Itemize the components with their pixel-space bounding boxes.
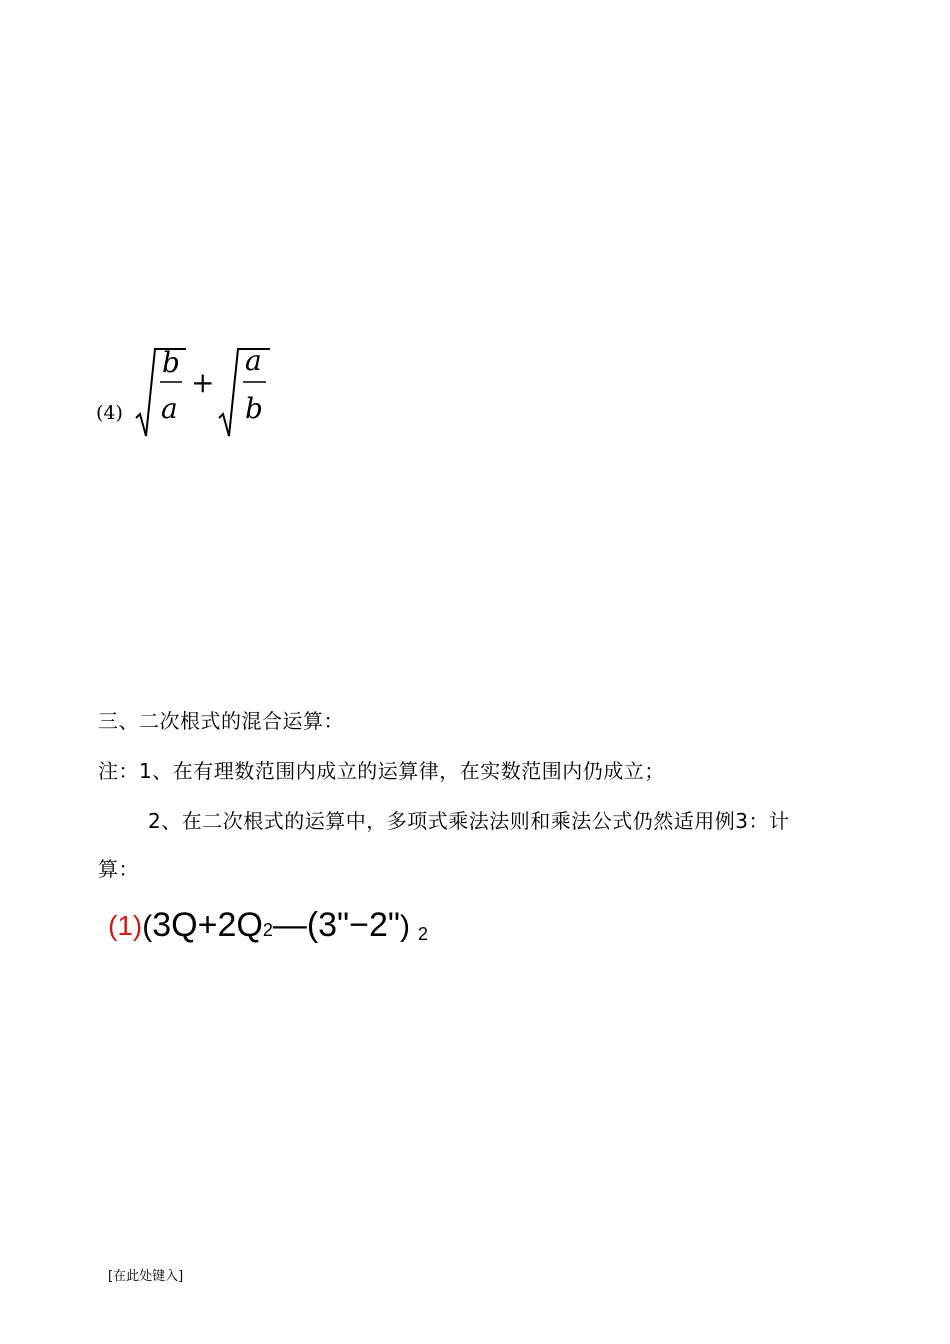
expression-exponent: 2 [417,924,428,944]
fraction-denominator: a [161,392,178,425]
radical-sum [96,340,296,440]
open-paren: ( [142,910,153,943]
note-item-2: 2、在二次根式的运算中，多项式乘法法则和乘法公式仍然适用例3：计 [148,809,790,833]
fraction-denominator: b [245,392,263,425]
fraction-numerator: b [162,346,180,379]
expression-term: —(3"−2" [272,906,400,944]
note-item-1: 注：1、在有理数范围内成立的运算律，在实数范围内仍成立； [98,759,665,783]
math-expression-4 [96,340,296,440]
section-heading: 三、二次根式的混合运算： [98,709,344,733]
expression-term: 3Q+2Q [152,906,263,944]
close-paren: ) [399,910,410,943]
expression-subscript: 2 [262,920,273,940]
note-item-2-continuation: 算： [98,857,139,881]
example-expression-1 [108,906,428,945]
fraction-numerator: a [245,344,262,377]
plus-operator: + [191,366,215,399]
footer-placeholder[interactable]: [在此处键入] [108,1269,184,1284]
expression-label: (4) [96,402,123,424]
example-number: (1) [108,910,143,941]
